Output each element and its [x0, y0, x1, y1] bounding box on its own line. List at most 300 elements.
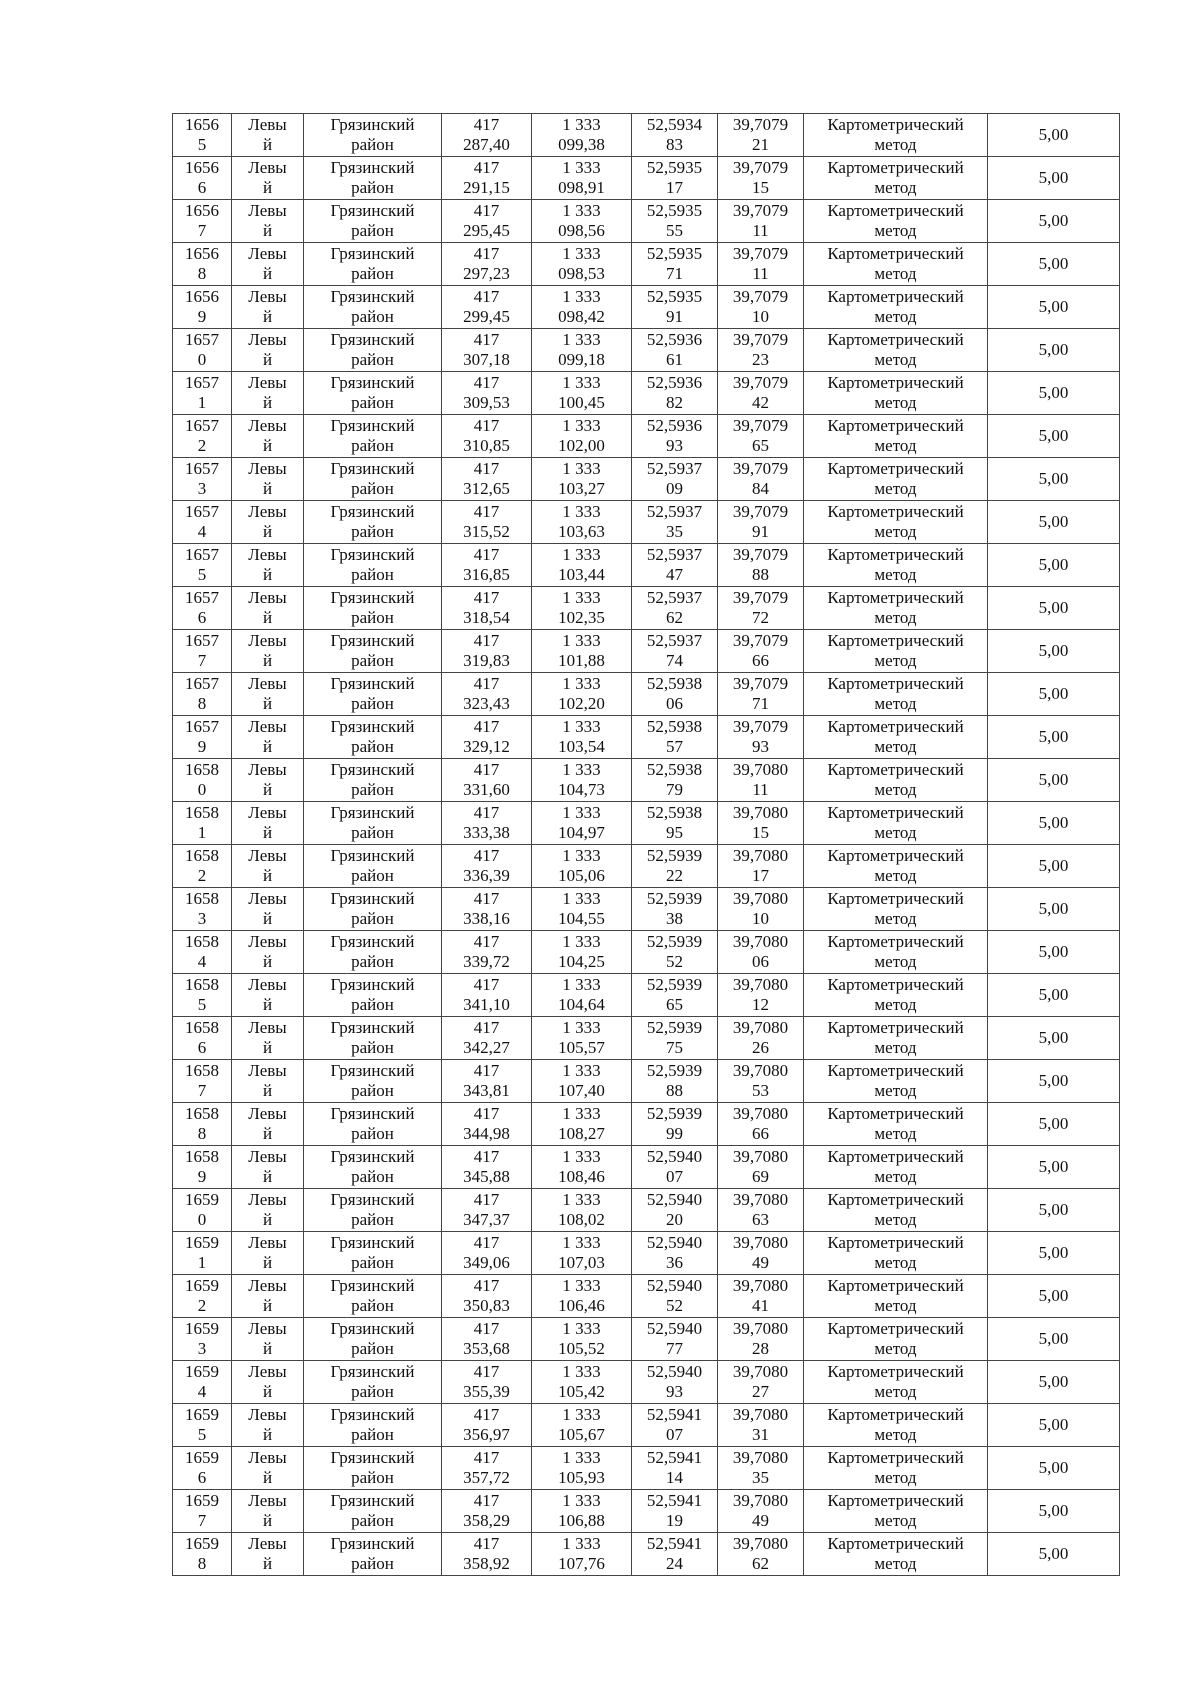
x-coordinate-cell — [442, 1318, 532, 1361]
x-coordinate-cell — [442, 802, 532, 845]
cell-line: 417 — [473, 631, 500, 650]
method-cell — [804, 329, 988, 372]
bank-side-cell — [232, 673, 304, 716]
bank-side-cell — [232, 544, 304, 587]
table-row — [173, 1189, 1120, 1232]
table-row — [173, 802, 1120, 845]
table-row — [173, 931, 1120, 974]
cell-line: 52,5940 — [646, 1233, 703, 1252]
bank-side-cell — [232, 1318, 304, 1361]
accuracy-cell: 5,00 — [988, 1232, 1120, 1275]
method-cell — [804, 1103, 988, 1146]
method-cell — [804, 415, 988, 458]
method-cell — [804, 1146, 988, 1189]
cell-line: Грязинский — [330, 287, 415, 306]
cell-line: 105,06 — [558, 866, 605, 885]
cell-line: 39,7079 — [732, 588, 789, 607]
cell-line: 52,5939 — [646, 932, 703, 951]
cell-line: 417 — [473, 1362, 500, 1381]
cell-line: 355,39 — [463, 1382, 510, 1401]
cell-line: 66 — [752, 651, 769, 670]
latitude-cell — [632, 845, 718, 888]
table-row — [173, 243, 1120, 286]
point-number-cell — [173, 544, 232, 587]
cell-line: й — [262, 221, 273, 240]
cell-line: 39,7080 — [732, 975, 789, 994]
cell-line: 417 — [473, 1147, 500, 1166]
cell-line: Грязинский — [330, 244, 415, 263]
cell-line: 1657 — [185, 545, 219, 564]
cell-line: Левы — [248, 1362, 287, 1381]
cell-line: Картометрический — [827, 1190, 964, 1209]
latitude-cell — [632, 1447, 718, 1490]
district-cell — [304, 1490, 442, 1533]
longitude-cell — [718, 1146, 804, 1189]
cell-line: Картометрический — [827, 1018, 964, 1037]
cell-line: Грязинский — [330, 1534, 415, 1553]
district-cell — [304, 1232, 442, 1275]
bank-side-cell — [232, 759, 304, 802]
cell-line: 341,10 — [463, 995, 510, 1014]
cell-line: Грязинский — [330, 1362, 415, 1381]
latitude-cell — [632, 1533, 718, 1576]
cell-line: 315,52 — [463, 522, 510, 541]
bank-side-cell — [232, 1490, 304, 1533]
cell-line: метод — [874, 135, 917, 154]
cell-line: 417 — [473, 803, 500, 822]
cell-line: 11 — [752, 264, 769, 283]
cell-line: 1 333 — [562, 545, 601, 564]
method-cell — [804, 458, 988, 501]
cell-line: й — [262, 436, 273, 455]
cell-line: 39,7080 — [732, 1491, 789, 1510]
cell-line: 1 — [197, 823, 207, 842]
cell-line: метод — [874, 1210, 917, 1229]
cell-line: район — [351, 737, 394, 756]
cell-line: 39,7079 — [732, 287, 789, 306]
cell-line: й — [262, 866, 273, 885]
method-cell — [804, 114, 988, 157]
cell-line: 52,5937 — [646, 588, 703, 607]
longitude-cell — [718, 114, 804, 157]
longitude-cell — [718, 1189, 804, 1232]
method-cell — [804, 931, 988, 974]
cell-line: 06 — [752, 952, 769, 971]
table-row — [173, 845, 1120, 888]
cell-line: 9 — [197, 1167, 207, 1186]
cell-line: 39,7080 — [732, 1104, 789, 1123]
latitude-cell — [632, 1361, 718, 1404]
x-coordinate-cell — [442, 1060, 532, 1103]
cell-line: й — [262, 350, 273, 369]
cell-line: 342,27 — [463, 1038, 510, 1057]
cell-line: 100,45 — [558, 393, 605, 412]
cell-line: 1659 — [185, 1190, 219, 1209]
accuracy-cell: 5,00 — [988, 114, 1120, 157]
x-coordinate-cell — [442, 1533, 532, 1576]
y-coordinate-cell — [532, 1404, 632, 1447]
cell-line: Левы — [248, 287, 287, 306]
district-cell — [304, 1404, 442, 1447]
latitude-cell — [632, 1318, 718, 1361]
cell-line: 52,5939 — [646, 1061, 703, 1080]
longitude-cell — [718, 200, 804, 243]
cell-line: 39,7080 — [732, 1276, 789, 1295]
cell-line: 101,88 — [558, 651, 605, 670]
cell-line: Картометрический — [827, 975, 964, 994]
cell-line: 1657 — [185, 416, 219, 435]
cell-line: район — [351, 1296, 394, 1315]
cell-line: Картометрический — [827, 932, 964, 951]
cell-line: 52,5937 — [646, 545, 703, 564]
cell-line: метод — [874, 909, 917, 928]
cell-line: 1657 — [185, 717, 219, 736]
cell-line: Грязинский — [330, 631, 415, 650]
cell-line: 309,53 — [463, 393, 510, 412]
longitude-cell — [718, 1533, 804, 1576]
y-coordinate-cell — [532, 458, 632, 501]
district-cell — [304, 759, 442, 802]
cell-line: 10 — [752, 909, 769, 928]
longitude-cell — [718, 1060, 804, 1103]
accuracy-cell: 5,00 — [988, 673, 1120, 716]
cell-line: 312,65 — [463, 479, 510, 498]
district-cell — [304, 286, 442, 329]
cell-line: 349,06 — [463, 1253, 510, 1272]
cell-line: 347,37 — [463, 1210, 510, 1229]
cell-line: 3 — [197, 479, 207, 498]
method-cell — [804, 1404, 988, 1447]
cell-line: 1657 — [185, 674, 219, 693]
cell-line: 39,7080 — [732, 760, 789, 779]
longitude-cell — [718, 458, 804, 501]
latitude-cell — [632, 802, 718, 845]
cell-line: 1 — [197, 1253, 207, 1272]
cell-line: метод — [874, 436, 917, 455]
method-cell — [804, 1490, 988, 1533]
latitude-cell — [632, 1404, 718, 1447]
point-number-cell — [173, 114, 232, 157]
cell-line: 106,46 — [558, 1296, 605, 1315]
cell-line: 106,88 — [558, 1511, 605, 1530]
cell-line: 345,88 — [463, 1167, 510, 1186]
cell-line: 71 — [666, 264, 683, 283]
longitude-cell — [718, 501, 804, 544]
x-coordinate-cell — [442, 1103, 532, 1146]
longitude-cell — [718, 157, 804, 200]
cell-line: 104,97 — [558, 823, 605, 842]
cell-line: 39,7079 — [732, 502, 789, 521]
cell-line: й — [262, 1468, 273, 1487]
cell-line: 1 333 — [562, 1362, 601, 1381]
bank-side-cell — [232, 243, 304, 286]
cell-line: 331,60 — [463, 780, 510, 799]
cell-line: Картометрический — [827, 459, 964, 478]
cell-line: Левы — [248, 244, 287, 263]
accuracy-cell: 5,00 — [988, 587, 1120, 630]
point-number-cell — [173, 1361, 232, 1404]
cell-line: 103,27 — [558, 479, 605, 498]
cell-line: 39,7079 — [732, 717, 789, 736]
cell-line: Грязинский — [330, 459, 415, 478]
cell-line: 95 — [666, 823, 683, 842]
cell-line: 319,83 — [463, 651, 510, 670]
accuracy-cell: 5,00 — [988, 931, 1120, 974]
point-number-cell — [173, 1275, 232, 1318]
method-cell — [804, 759, 988, 802]
cell-line: район — [351, 393, 394, 412]
method-cell — [804, 544, 988, 587]
cell-line: метод — [874, 780, 917, 799]
cell-line: 107,76 — [558, 1554, 605, 1573]
table-row — [173, 716, 1120, 759]
y-coordinate-cell — [532, 1189, 632, 1232]
cell-line: метод — [874, 694, 917, 713]
cell-line: район — [351, 1554, 394, 1573]
cell-line: 1659 — [185, 1276, 219, 1295]
cell-line: 1 333 — [562, 1147, 601, 1166]
cell-line: 5 — [197, 995, 207, 1014]
x-coordinate-cell — [442, 974, 532, 1017]
cell-line: 53 — [752, 1081, 769, 1100]
cell-line: 52,5935 — [646, 158, 703, 177]
cell-line: 52,5938 — [646, 674, 703, 693]
cell-line: 52,5938 — [646, 803, 703, 822]
cell-line: Грязинский — [330, 1319, 415, 1338]
table-row — [173, 1232, 1120, 1275]
y-coordinate-cell — [532, 1146, 632, 1189]
method-cell — [804, 1017, 988, 1060]
cell-line: 39,7079 — [732, 244, 789, 263]
cell-line: Левы — [248, 1104, 287, 1123]
latitude-cell — [632, 974, 718, 1017]
cell-line: 358,29 — [463, 1511, 510, 1530]
point-number-cell — [173, 1318, 232, 1361]
bank-side-cell — [232, 458, 304, 501]
method-cell — [804, 1275, 988, 1318]
latitude-cell — [632, 114, 718, 157]
cell-line: 1 333 — [562, 760, 601, 779]
cell-line: 31 — [752, 1425, 769, 1444]
cell-line: 7 — [197, 1511, 207, 1530]
method-cell — [804, 845, 988, 888]
district-cell — [304, 1017, 442, 1060]
cell-line: метод — [874, 1167, 917, 1186]
cell-line: й — [262, 1511, 273, 1530]
bank-side-cell — [232, 630, 304, 673]
y-coordinate-cell — [532, 1232, 632, 1275]
cell-line: 098,53 — [558, 264, 605, 283]
cell-line: Левы — [248, 932, 287, 951]
latitude-cell — [632, 1189, 718, 1232]
cell-line: 5 — [197, 1425, 207, 1444]
cell-line: метод — [874, 651, 917, 670]
cell-line: район — [351, 694, 394, 713]
cell-line: Картометрический — [827, 803, 964, 822]
cell-line: район — [351, 522, 394, 541]
cell-line: метод — [874, 1124, 917, 1143]
cell-line: й — [262, 737, 273, 756]
longitude-cell — [718, 1232, 804, 1275]
cell-line: 1656 — [185, 115, 219, 134]
bank-side-cell — [232, 329, 304, 372]
x-coordinate-cell — [442, 1146, 532, 1189]
cell-line: 104,64 — [558, 995, 605, 1014]
cell-line: район — [351, 866, 394, 885]
cell-line: 417 — [473, 1104, 500, 1123]
cell-line: 39,7079 — [732, 158, 789, 177]
cell-line: 329,12 — [463, 737, 510, 756]
cell-line: Левы — [248, 330, 287, 349]
cell-line: Левы — [248, 459, 287, 478]
y-coordinate-cell — [532, 1490, 632, 1533]
point-number-cell — [173, 587, 232, 630]
district-cell — [304, 1361, 442, 1404]
cell-line: 1 333 — [562, 201, 601, 220]
cell-line: 1657 — [185, 330, 219, 349]
cell-line: й — [262, 479, 273, 498]
cell-line: 52,5939 — [646, 1104, 703, 1123]
x-coordinate-cell — [442, 501, 532, 544]
cell-line: район — [351, 780, 394, 799]
cell-line: 417 — [473, 244, 500, 263]
cell-line: Картометрический — [827, 1362, 964, 1381]
cell-line: 28 — [752, 1339, 769, 1358]
cell-line: 36 — [666, 1253, 683, 1272]
cell-line: й — [262, 1296, 273, 1315]
cell-line: 417 — [473, 158, 500, 177]
cell-line: й — [262, 1382, 273, 1401]
cell-line: Левы — [248, 674, 287, 693]
cell-line: 52,5937 — [646, 459, 703, 478]
longitude-cell — [718, 1490, 804, 1533]
cell-line: Левы — [248, 889, 287, 908]
district-cell — [304, 1447, 442, 1490]
table-row — [173, 1060, 1120, 1103]
bank-side-cell — [232, 1146, 304, 1189]
cell-line: 74 — [666, 651, 683, 670]
cell-line: 6 — [197, 1038, 207, 1057]
cell-line: 417 — [473, 545, 500, 564]
cell-line: 0 — [197, 1210, 207, 1229]
x-coordinate-cell — [442, 114, 532, 157]
cell-line: 1 333 — [562, 502, 601, 521]
cell-line: 1 333 — [562, 1104, 601, 1123]
method-cell — [804, 673, 988, 716]
cell-line: Картометрический — [827, 330, 964, 349]
method-cell — [804, 501, 988, 544]
cell-line: й — [262, 823, 273, 842]
point-number-cell — [173, 630, 232, 673]
cell-line: метод — [874, 952, 917, 971]
cell-line: метод — [874, 221, 917, 240]
cell-line: метод — [874, 1038, 917, 1057]
cell-line: район — [351, 823, 394, 842]
cell-line: метод — [874, 1425, 917, 1444]
cell-line: Левы — [248, 201, 287, 220]
cell-line: 417 — [473, 1491, 500, 1510]
cell-line: 52 — [666, 952, 683, 971]
x-coordinate-cell — [442, 200, 532, 243]
cell-line: 343,81 — [463, 1081, 510, 1100]
cell-line: 52,5940 — [646, 1276, 703, 1295]
point-number-cell — [173, 845, 232, 888]
cell-line: Грязинский — [330, 1190, 415, 1209]
cell-line: Грязинский — [330, 502, 415, 521]
cell-line: 52,5939 — [646, 975, 703, 994]
cell-line: Картометрический — [827, 631, 964, 650]
table-row — [173, 888, 1120, 931]
cell-line: 417 — [473, 459, 500, 478]
cell-line: 7 — [197, 221, 207, 240]
method-cell — [804, 1533, 988, 1576]
cell-line: район — [351, 135, 394, 154]
cell-line: район — [351, 1081, 394, 1100]
cell-line: район — [351, 1468, 394, 1487]
point-number-cell — [173, 458, 232, 501]
cell-line: 52,5939 — [646, 1018, 703, 1037]
longitude-cell — [718, 673, 804, 716]
cell-line: 6 — [197, 608, 207, 627]
cell-line: Левы — [248, 1491, 287, 1510]
table-row — [173, 759, 1120, 802]
district-cell — [304, 673, 442, 716]
cell-line: 417 — [473, 201, 500, 220]
bank-side-cell — [232, 501, 304, 544]
cell-line: район — [351, 264, 394, 283]
cell-line: Картометрический — [827, 846, 964, 865]
x-coordinate-cell — [442, 286, 532, 329]
latitude-cell — [632, 501, 718, 544]
cell-line: 1659 — [185, 1491, 219, 1510]
cell-line: район — [351, 909, 394, 928]
cell-line: метод — [874, 393, 917, 412]
cell-line: й — [262, 1038, 273, 1057]
cell-line: Грязинский — [330, 1147, 415, 1166]
cell-line: 098,56 — [558, 221, 605, 240]
district-cell — [304, 157, 442, 200]
x-coordinate-cell — [442, 1017, 532, 1060]
cell-line: 417 — [473, 889, 500, 908]
cell-line: й — [262, 1167, 273, 1186]
cell-line: й — [262, 1253, 273, 1272]
cell-line: 39,7079 — [732, 330, 789, 349]
cell-line: 1 333 — [562, 1319, 601, 1338]
cell-line: Грязинский — [330, 1018, 415, 1037]
cell-line: 91 — [666, 307, 683, 326]
method-cell — [804, 1189, 988, 1232]
cell-line: 1 333 — [562, 158, 601, 177]
point-number-cell — [173, 415, 232, 458]
cell-line: район — [351, 178, 394, 197]
point-number-cell — [173, 673, 232, 716]
cell-line: 84 — [752, 479, 769, 498]
district-cell — [304, 888, 442, 931]
table-row — [173, 673, 1120, 716]
cell-line: район — [351, 1339, 394, 1358]
cell-line: 1658 — [185, 846, 219, 865]
cell-line: 297,23 — [463, 264, 510, 283]
cell-line: 102,35 — [558, 608, 605, 627]
bank-side-cell — [232, 1232, 304, 1275]
bank-side-cell — [232, 802, 304, 845]
point-number-cell — [173, 802, 232, 845]
x-coordinate-cell — [442, 544, 532, 587]
point-number-cell — [173, 1103, 232, 1146]
cell-line: 1658 — [185, 1061, 219, 1080]
cell-line: 417 — [473, 416, 500, 435]
cell-line: 295,45 — [463, 221, 510, 240]
